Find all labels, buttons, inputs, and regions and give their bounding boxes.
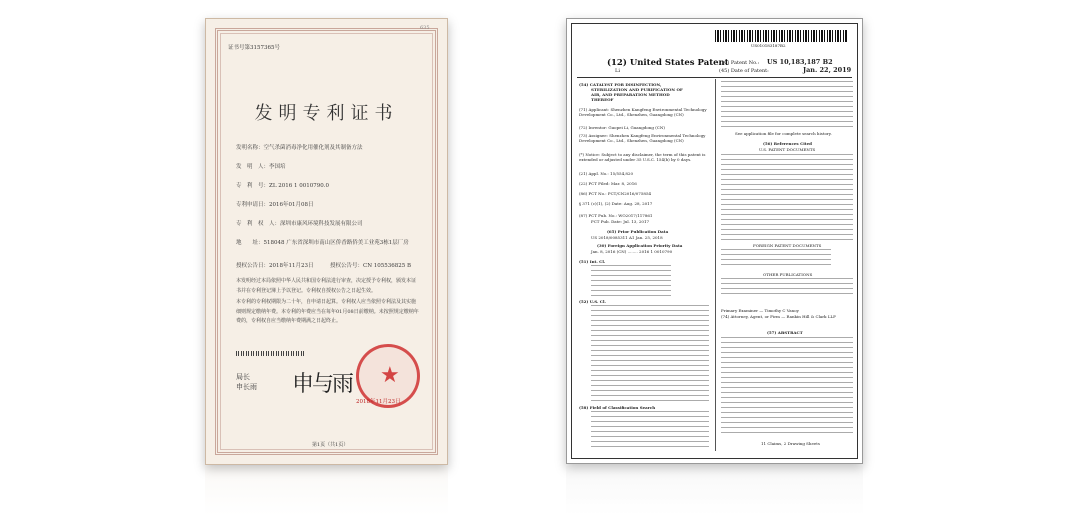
notice: (*) Notice: Subject to any disclaimer, the term of this patent is extended or adjusted under 35 U.S.C. 154(b) by 0 days.: [579, 152, 706, 162]
director-signature: 申与雨: [292, 372, 353, 397]
cpc-continuation: [721, 81, 853, 129]
us-cl-entries: [591, 305, 709, 401]
grant-date: 授权公告日：2018年11月23日: [236, 263, 314, 269]
patent-barcode: [715, 30, 847, 42]
us-cl: (52) U.S. Cl.: [579, 299, 606, 304]
page-indicator: 第1页（共1页）: [312, 442, 349, 448]
patent-number: 专 利 号：ZL 2016 1 0010790.0: [236, 183, 329, 189]
seal-date: 2018年11月23日: [356, 399, 401, 405]
attorney: (74) Attorney, Agent, or Firm — Rankin Hill & Clark LLP: [721, 314, 836, 319]
certificate-barcode: [236, 351, 306, 356]
director-name: 申长雨: [236, 383, 257, 391]
application-number: (21) Appl. No.: 15/554,820: [579, 171, 634, 176]
corner-note: 635: [420, 25, 430, 31]
certificate-number: 证书号第3157365号: [228, 45, 280, 51]
column-divider: [715, 79, 716, 451]
seal-star-icon: ★: [380, 363, 400, 388]
certificate-paragraph-2: 本专利的专利权期限为二十年，自申请日起算。专利权人应当依照专利法及其实施细则规定缴纳年费。本专利的年费应当在每年01月08日前缴纳。未按照规定缴纳年费的，专利权自应当缴纳年费期满之日起终止。: [236, 299, 419, 324]
address: 地 址：518048 广东省深圳市南山区侨香路侨美工业苑3栋1层厂房: [236, 240, 409, 246]
filing-date: 专利申请日：2016年01月08日: [236, 202, 314, 208]
title-line-3: AIR, AND PREPARATION METHOD: [591, 92, 670, 97]
see-application-file: See application file for complete search history.: [735, 131, 832, 136]
patentee: 专 利 权 人：深圳市康风环境科技发展有限公司: [236, 221, 363, 227]
certificate-reflection: [205, 466, 448, 516]
patent-title-heading: (12) United States Patent: [607, 58, 729, 68]
chinese-patent-certificate: [205, 18, 448, 465]
inventor: 发 明 人：李国培: [236, 164, 286, 170]
abstract-text: [721, 337, 853, 437]
other-publications-heading: OTHER PUBLICATIONS: [763, 272, 813, 277]
pct-number: (86) PCT No.: PCT/CN2016/075854: [579, 191, 652, 196]
pct-pub-number: (87) PCT Pub. No.: WO2017/117861: [579, 213, 653, 218]
prior-publication-heading: (65) Prior Publication Data: [607, 229, 669, 234]
patent-reflection: [566, 466, 863, 516]
foreign-patent-documents-heading: FOREIGN PATENT DOCUMENTS: [753, 243, 822, 248]
us-references-list: [721, 154, 853, 240]
field-of-search: (58) Field of Classification Search: [579, 405, 656, 410]
header-inventor: Li: [615, 68, 620, 74]
title-line-1: (54) CATALYST FOR DISINFECTION,: [579, 82, 662, 87]
date-371: § 371 (c)(1), (2) Date: Aug. 28, 2017: [579, 201, 653, 206]
search-entries: [591, 411, 709, 447]
applicant: (71) Applicant: Shenzhen Kangfeng Environmental Technology Development Co., Ltd., Shenzhen, Guangdong (CN): [579, 107, 707, 117]
header-rule: [577, 77, 852, 78]
invention-name: 发明名称：空气杀菌消毒净化用催化剂及其制备方法: [236, 145, 363, 151]
inventor-line: (72) Inventor: Guopei Li, Guangdong (CN): [579, 125, 665, 130]
title-line-2: STERILIZATION AND PURIFICATION OF: [591, 87, 683, 92]
pct-filed: (22) PCT Filed: Mar. 8, 2016: [579, 181, 637, 186]
certificate-title: 发明专利证书: [254, 103, 399, 124]
director-label: 局长: [236, 373, 250, 381]
claims-count: 11 Claims, 2 Drawing Sheets: [761, 441, 820, 446]
barcode-number: US010183187B2: [751, 43, 786, 48]
title-line-4: THEREOF: [591, 97, 614, 102]
foreign-priority: Jan. 8, 2016 (CN) ........ 2016 1 0010790: [591, 249, 673, 254]
int-cl-entries: [591, 265, 671, 297]
references-cited-heading: (56) References Cited: [763, 141, 812, 146]
grant-number: 授权公告号：CN 105536825 B: [330, 263, 412, 269]
int-cl: (51) Int. Cl.: [579, 259, 606, 264]
patent-no-label: (10) Patent No.:: [719, 60, 760, 66]
patent-number: US 10,183,187 B2: [767, 58, 833, 66]
abstract-heading: (57) ABSTRACT: [767, 330, 803, 335]
date-of-patent-label: (45) Date of Patent:: [719, 68, 769, 74]
us-patent-documents-heading: U.S. PATENT DOCUMENTS: [759, 147, 816, 152]
us-patent-document: [566, 18, 863, 464]
foreign-priority-heading: (30) Foreign Application Priority Data: [597, 243, 683, 248]
date-of-patent: Jan. 22, 2019: [803, 66, 852, 74]
other-publications-list: [721, 278, 853, 294]
certificate-paragraph-1: 本发明经过本局依照中华人民共和国专利法进行审查，决定授予专利权，颁发本证书并在专利登记簿上予以登记。专利权自授权公告之日起生效。: [236, 278, 417, 294]
primary-examiner: Primary Examiner — Timothy C Vanoy: [721, 308, 799, 313]
prior-publication: US 2018/0085311 A1 Jan. 25, 2018: [591, 235, 663, 240]
assignee: (73) Assignee: Shenzhen Kangfeng Environmental Technology Development Co., Ltd., Shenzhen, Guangdong (CN): [579, 133, 706, 143]
foreign-references-list: [721, 249, 831, 265]
pct-pub-date: PCT Pub. Date: Jul. 13, 2017: [591, 219, 650, 224]
